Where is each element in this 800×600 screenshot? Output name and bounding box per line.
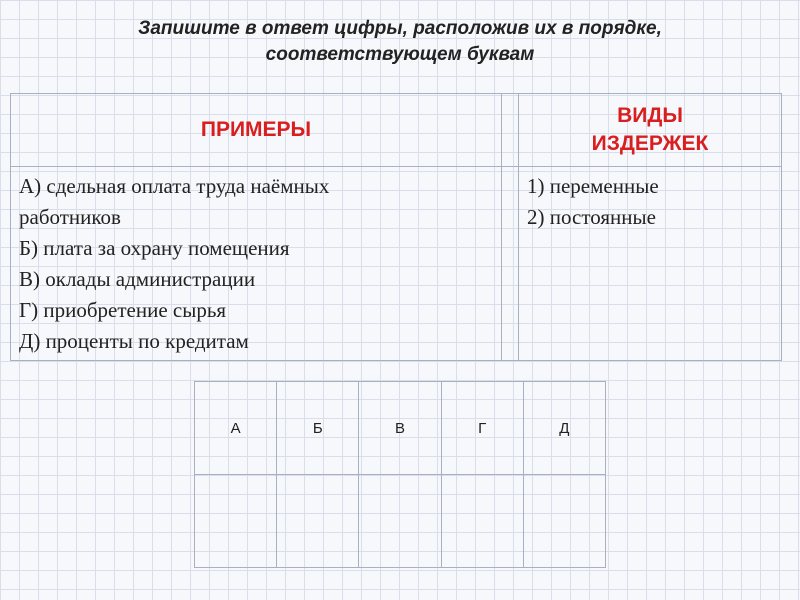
example-item: Б) плата за охрану помещения — [19, 236, 290, 260]
cost-types-header — [519, 94, 782, 167]
cost-types-header-line-1: ВИДЫ — [617, 104, 683, 127]
answer-cell-b[interactable] — [277, 475, 359, 568]
column-separator — [502, 167, 519, 361]
answer-cell-g[interactable] — [441, 475, 523, 568]
answer-letter-a: А — [195, 382, 277, 475]
cost-types-header-line-2: ИЗДЕРЖЕК — [591, 132, 709, 155]
answer-letter-g: Г — [441, 382, 523, 475]
answer-cell-d[interactable] — [523, 475, 605, 568]
examples-header: ПРИМЕРЫ — [11, 94, 502, 167]
example-item: работников — [19, 205, 121, 229]
matching-table-body-row — [11, 167, 782, 361]
matching-table — [10, 93, 782, 361]
answer-letters-row — [195, 382, 606, 475]
answer-letter-b: Б — [277, 382, 359, 475]
example-item: В) оклады администрации — [19, 267, 256, 291]
example-item: Д) проценты по кредитам — [19, 329, 249, 353]
cost-type-item: 1) переменные — [527, 174, 659, 198]
answer-letter-v: В — [359, 382, 441, 475]
example-item: Г) приобретение сырья — [19, 298, 227, 322]
answer-table — [194, 381, 606, 568]
examples-cell — [11, 167, 502, 361]
answer-input-row — [195, 475, 606, 568]
task-instruction — [60, 16, 740, 68]
answer-letter-d: Д — [523, 382, 605, 475]
example-item: А) сдельная оплата труда наёмных — [19, 174, 330, 198]
answer-cell-a[interactable] — [195, 475, 277, 568]
answer-cell-v[interactable] — [359, 475, 441, 568]
task-instruction-line-2: соответствующем буквам — [265, 44, 535, 65]
cost-type-item: 2) постоянные — [527, 205, 656, 229]
task-instruction-line-1: Запишите в ответ цифры, расположив их в порядке, — [138, 18, 662, 39]
cost-types-cell — [519, 167, 782, 361]
column-separator — [502, 94, 519, 167]
matching-table-header-row — [11, 94, 782, 167]
